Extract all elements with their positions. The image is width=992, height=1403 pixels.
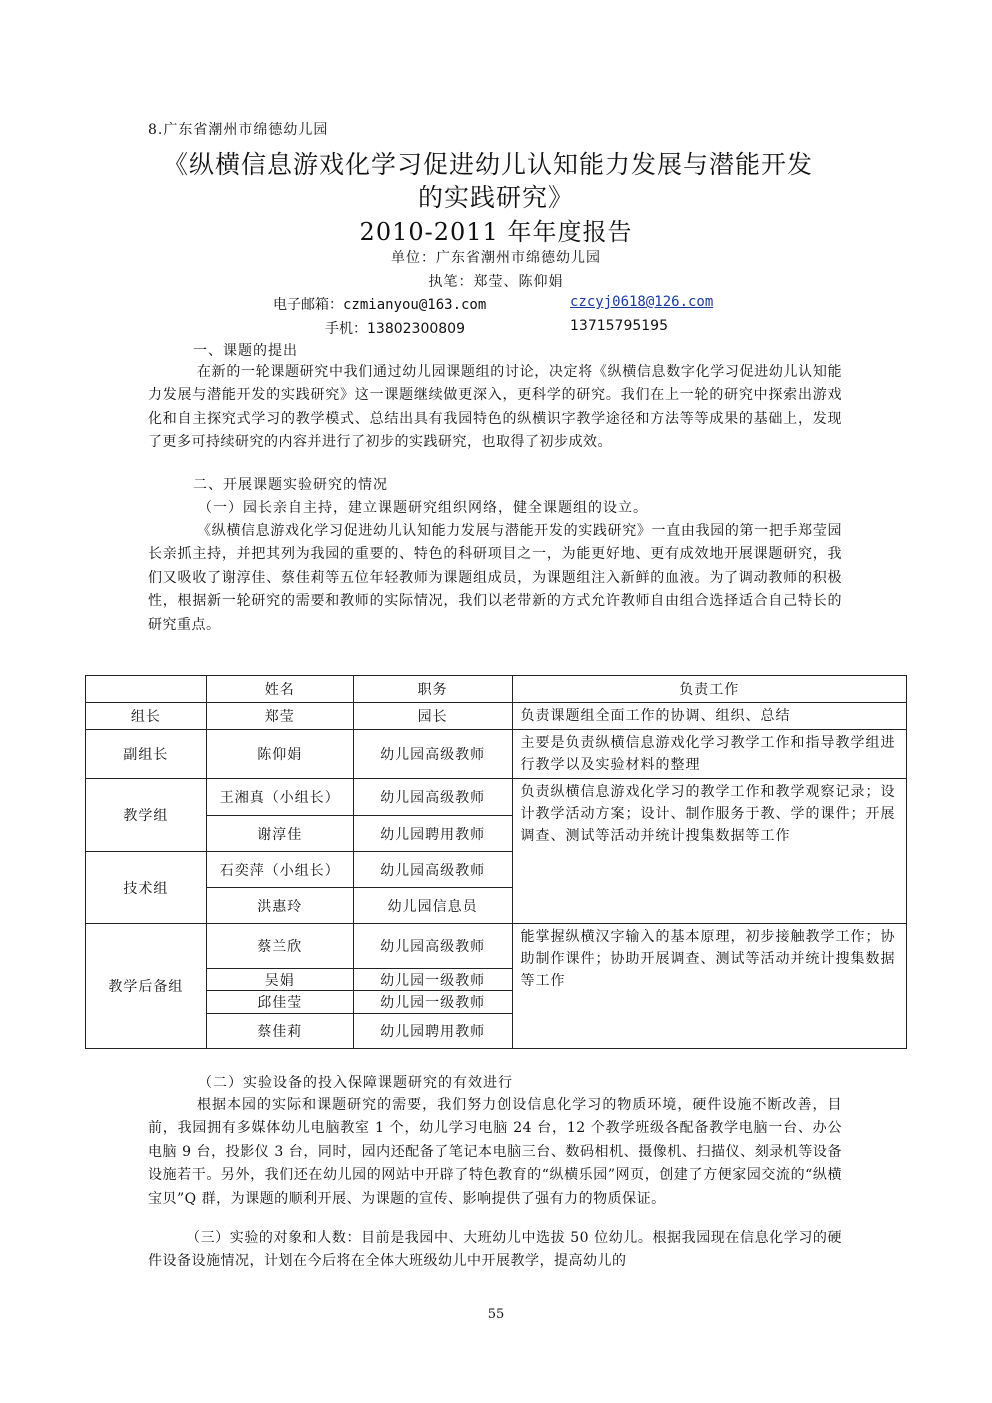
name-cell: 王湘真（小组长） [206, 779, 353, 816]
unit-line: 单位：广东省潮州市绵德幼儿园 [391, 250, 601, 266]
phone-label: 手机： [325, 321, 367, 337]
section-1-paragraph: 在新的一轮课题研究中我们通过幼儿园课题组的讨论，决定将《纵横信息数字化学习促进幼儿认知能力发展与潜能开发的实践研究》这一课题继续做更深入，更科学的研究。我们在上一轮的研究中探索出游戏化和自主探究式学习的教学模式、总结出具有我园特色的纵横识字教学途径和方法等等成果的基础上，发现了更多可持续研究的内容并进行了初步的实践研究，也取得了初步成效。 [148, 364, 842, 451]
role-cell: 教学后备组 [86, 924, 207, 1049]
section-2-subheading-1: （一）园长亲自主持，建立课题研究组织网络，健全课题组的设立。 [198, 500, 648, 516]
role-cell: 技术组 [86, 852, 207, 924]
section-2-paragraph-1: 《纵横信息游戏化学习促进幼儿认知能力发展与潜能开发的实践研究》一直由我园的第一把手郑莹园长亲抓主持，并把其列为我园的重要的、特色的科研项目之一，为能更好地、更有成效地开展课题研究，我们又吸收了谢淳佳、蔡佳莉等五位年轻教师为课题组成员，为课题组注入新鲜的血液。为了调动教师的积极性，根据新一轮研究的需要和教师的实际情况，我们以老带新的方式允许教师自由组合选择适合自己特长的研究重点。 [148, 523, 842, 633]
authors-line: 执笔：郑莹、陈仰娟 [428, 274, 564, 290]
duty-cell: 负责纵横信息游戏化学习的教学工作和教学观察记录；设计教学活动方案；设计、制作服务于教、学的课件；开展调查、测试等活动并统计搜集数据等工作 [512, 779, 907, 924]
email-address-2-link[interactable]: czcyj0618@126.com [570, 294, 714, 310]
title-cell: 幼儿园信息员 [353, 888, 512, 924]
name-cell: 吴娟 [206, 969, 353, 991]
staff-table [85, 675, 907, 1049]
name-cell: 洪惠玲 [206, 888, 353, 924]
table-header-title: 职务 [353, 676, 512, 703]
page-number: 55 [487, 1307, 505, 1322]
title-cell: 幼儿园高级教师 [353, 730, 512, 779]
title-cell: 幼儿园高级教师 [353, 924, 512, 969]
email-line [273, 294, 714, 314]
section-2-subheading-2: （二）实验设备的投入保障课题研究的有效进行 [198, 1075, 513, 1091]
name-cell: 石奕萍（小组长） [206, 852, 353, 888]
name-cell: 蔡兰欣 [206, 924, 353, 969]
title-cell: 幼儿园一级教师 [353, 969, 512, 991]
school-line: 8.广东省潮州市绵德幼儿园 [148, 122, 329, 138]
phone-number-2: 13715795195 [570, 318, 668, 334]
section-2-paragraph-3: （三）实验的对象和人数：目前是我园中、大班幼儿中选拔 50 位幼儿。根据我园现在信息化学习的硬件设备设施情况，计划在今后将在全体大班级幼儿中开展教学，提高幼儿的 [148, 1230, 842, 1270]
title-cell: 幼儿园高级教师 [353, 779, 512, 816]
duty-cell: 能掌握纵横汉字输入的基本原理，初步接触教学工作；协助制作课件；协助开展调查、测试等活动并统计搜集数据等工作 [512, 924, 907, 1049]
table-header-duty: 负责工作 [512, 676, 907, 703]
report-title-line3: 2010-2011 年年度报告 [359, 218, 633, 246]
phone-number-1: 13802300809 [367, 321, 465, 337]
section-2-paragraph-2: 根据本园的实际和课题研究的需要，我们努力创设信息化学习的物质环境，硬件设施不断改善，目前，我园拥有多媒体幼儿电脑教室 1 个，幼儿学习电脑 24 台，12 个教学班级各配备教学电脑一台、办公电脑 9 台，投影仪 3 台，同时，园内还配备了笔记本电脑三台、数码相机、摄像机、扫描仪、刻录机等设备设施若干。另外，我们还在幼儿园的网站中开辟了特色教育的“纵横乐园”网页，创建了方便家园交流的“纵横宝贝”Q 群，为课题的顺利开展、为课题的宣传、影响提供了强有力的物质保证。 [148, 1097, 842, 1207]
table-header-name: 姓名 [206, 676, 353, 703]
section-1-heading: 一、课题的提出 [193, 343, 298, 359]
report-title-line2: 的实践研究》 [417, 183, 574, 212]
report-title-line1: 《纵横信息游戏化学习促进幼儿认知能力发展与潜能开发 [163, 150, 814, 179]
name-cell: 谢淳佳 [206, 816, 353, 852]
title-cell: 幼儿园聘用教师 [353, 816, 512, 852]
duty-cell: 负责课题组全面工作的协调、组织、总结 [512, 703, 907, 730]
role-cell: 教学组 [86, 779, 207, 852]
role-cell: 组长 [86, 703, 207, 730]
role-cell: 副组长 [86, 730, 207, 779]
title-cell: 幼儿园高级教师 [353, 852, 512, 888]
duty-cell: 主要是负责纵横信息游戏化学习教学工作和指导教学组进行教学以及实验材料的整理 [512, 730, 907, 779]
name-cell: 蔡佳莉 [206, 1014, 353, 1049]
title-cell: 园长 [353, 703, 512, 730]
section-2-heading: 二、开展课题实验研究的情况 [193, 477, 388, 493]
phone-line [325, 318, 668, 338]
email-label: 电子邮箱： [273, 297, 343, 313]
name-cell: 陈仰娟 [206, 730, 353, 779]
email-address-1: czmianyou@163.com [343, 297, 487, 313]
table-header-blank [86, 676, 207, 703]
title-cell: 幼儿园聘用教师 [353, 1014, 512, 1049]
title-cell: 幼儿园一级教师 [353, 991, 512, 1014]
name-cell: 邱佳莹 [206, 991, 353, 1014]
name-cell: 郑莹 [206, 703, 353, 730]
